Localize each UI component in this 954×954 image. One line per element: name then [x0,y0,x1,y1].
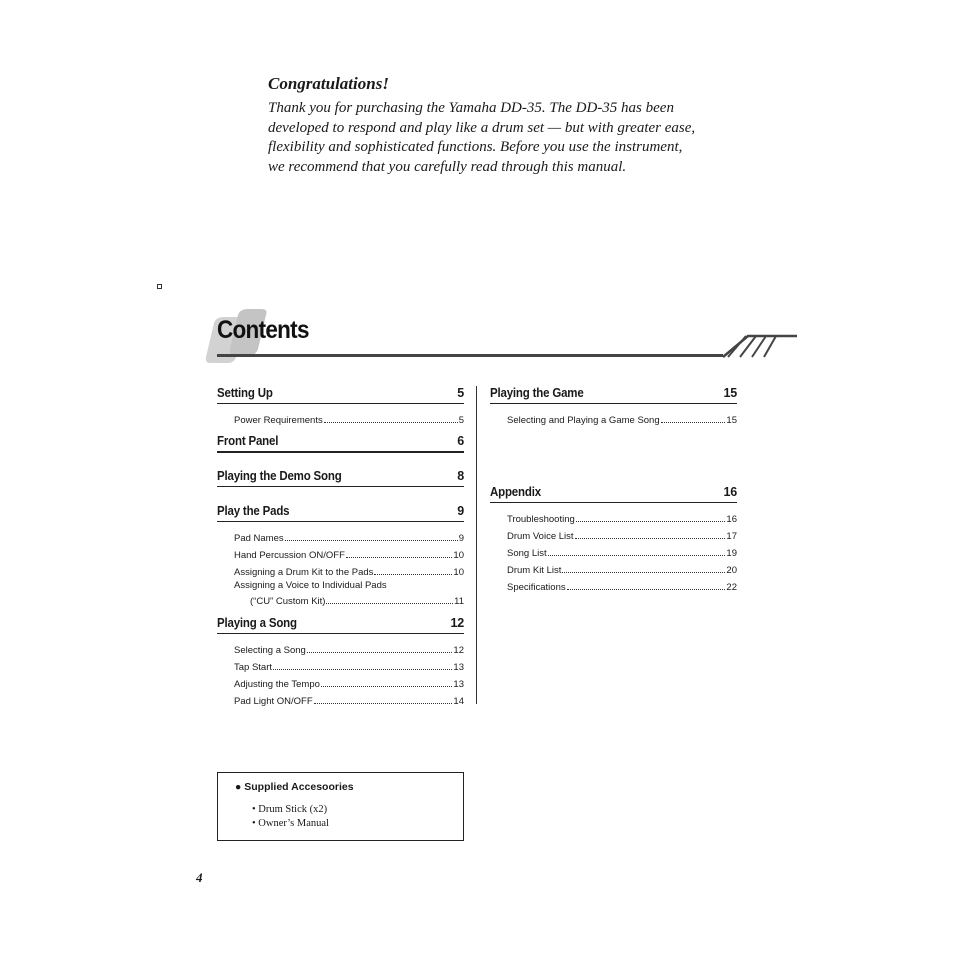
supplied-accessories-box [217,772,464,841]
toc-entry-page: 22 [726,582,737,593]
toc-section-title: Playing a Song [217,616,297,630]
toc-section-page: 6 [457,434,464,448]
dot-leader [321,686,453,687]
toc-entry-title: Troubleshooting [507,514,575,525]
toc-entry-page: 13 [453,679,464,690]
page-number: 4 [196,870,203,885]
toc-section [217,386,464,434]
accessories-list [252,803,329,831]
toc-entry-title: Hand Percussion ON/OFF [234,550,345,561]
toc-section-heading[interactable] [490,485,737,503]
toc-section-heading[interactable] [217,434,464,453]
toc-entry[interactable] [507,559,737,576]
toc-entry-page: 20 [726,565,737,576]
toc-section-page: 9 [457,504,464,518]
toc-entry[interactable] [234,656,464,673]
dot-leader [575,538,726,539]
toc-entry-page: 9 [458,533,464,544]
toc-entry[interactable] [234,527,464,544]
toc-entry-title: Selecting and Playing a Game Song [507,415,660,426]
dot-leader [548,555,726,556]
intro-body: Thank you for purchasing the Yamaha DD-35. The DD-35 has been developed to respond and play like a drum set — but with greater ease, flexibility and sophisticated functions. Before you use the instrument, we recommend that you carefully read through this manual. [268,100,696,175]
toc-entry-subtitle: (“CU” Custom Kit) [250,596,326,607]
toc-entry-title: Assigning a Drum Kit to the Pads [234,567,374,578]
toc-section [490,485,737,593]
toc-entry[interactable] [234,409,464,426]
toc-section [217,434,464,469]
dot-leader [562,572,725,573]
toc-entry-page: 10 [453,550,464,561]
toc-section [217,504,464,616]
column-divider [476,386,477,704]
dot-leader [346,557,453,558]
toc-entry-title: Pad Light ON/OFF [234,696,313,707]
toc-entry-title: Power Requirements [234,415,323,426]
toc-section [490,386,737,485]
toc-right-column [490,386,737,593]
toc-entry-title: Pad Names [234,533,284,544]
toc-entry-page: 12 [453,645,464,656]
contents-header [200,305,800,370]
dot-leader [307,652,453,653]
intro-section [268,74,698,177]
toc-entry[interactable] [234,673,464,690]
dot-leader [285,540,458,541]
toc-section-page: 15 [723,386,737,400]
toc-entry[interactable] [234,561,464,578]
toc-section-page: 5 [457,386,464,400]
toc-entry-title: Song List [507,548,547,559]
toc-section-heading[interactable] [490,386,737,404]
toc-section-title: Setting Up [217,386,273,400]
toc-section-heading[interactable] [217,469,464,487]
toc-entry-page: 11 [454,596,464,607]
toc-entry-page: 13 [453,662,464,673]
toc-entry-title: Drum Kit List [507,565,562,576]
dot-leader [324,422,458,423]
toc-entry[interactable] [234,639,464,656]
toc-entry-page: 14 [453,696,464,707]
toc-entry-page: 16 [726,514,737,525]
toc-entry-title: Adjusting the Tempo [234,679,320,690]
toc-entry-title: Assigning a Voice to Individual Pads [234,580,387,591]
toc-section [217,469,464,504]
toc-section-heading[interactable] [217,616,464,634]
accessory-item: • Drum Stick (x2) [252,804,328,815]
toc-entry-page: 15 [726,415,737,426]
toc-entry[interactable] [507,409,737,426]
dot-leader [273,669,452,670]
toc-section-page: 8 [457,469,464,483]
toc-entry-title: Selecting a Song [234,645,306,656]
margin-marker [157,284,162,289]
dot-leader [661,422,726,423]
toc-section [217,616,464,707]
toc-entry-page: 19 [726,548,737,559]
toc-entry[interactable] [507,508,737,525]
toc-section-page: 12 [450,616,464,630]
toc-entry-page: 10 [453,567,464,578]
toc-entry-title: Tap Start [234,662,273,673]
contents-title: Contents [217,316,309,344]
dot-leader [314,703,453,704]
dot-leader [326,603,453,604]
accessories-title: ● Supplied Accesoories [235,781,354,793]
toc-section-title: Playing the Demo Song [217,469,342,483]
toc-section-heading[interactable] [217,504,464,522]
toc-section-title: Play the Pads [217,504,290,518]
toc-entry-page: 5 [458,415,464,426]
toc-entry-title: Specifications [507,582,566,593]
toc-section-heading[interactable] [217,386,464,404]
toc-entry[interactable] [507,576,737,593]
toc-entry[interactable] [507,525,737,542]
toc-entry-title: Drum Voice List [507,531,574,542]
toc-entry[interactable] [234,544,464,561]
dot-leader [567,589,726,590]
toc-section-title: Playing the Game [490,386,584,400]
toc-entry-page: 17 [726,531,737,542]
dot-leader [576,521,726,522]
dot-leader [374,574,452,575]
toc-left-column [217,386,464,707]
intro-heading: Congratulations! [268,74,389,93]
toc-section-title: Appendix [490,485,541,499]
toc-entry[interactable] [507,542,737,559]
accessory-item: • Owner’s Manual [252,818,329,829]
toc-entry[interactable] [234,580,464,607]
toc-section-page: 16 [723,485,737,499]
toc-section-title: Front Panel [217,434,279,448]
toc-entry[interactable] [234,690,464,707]
